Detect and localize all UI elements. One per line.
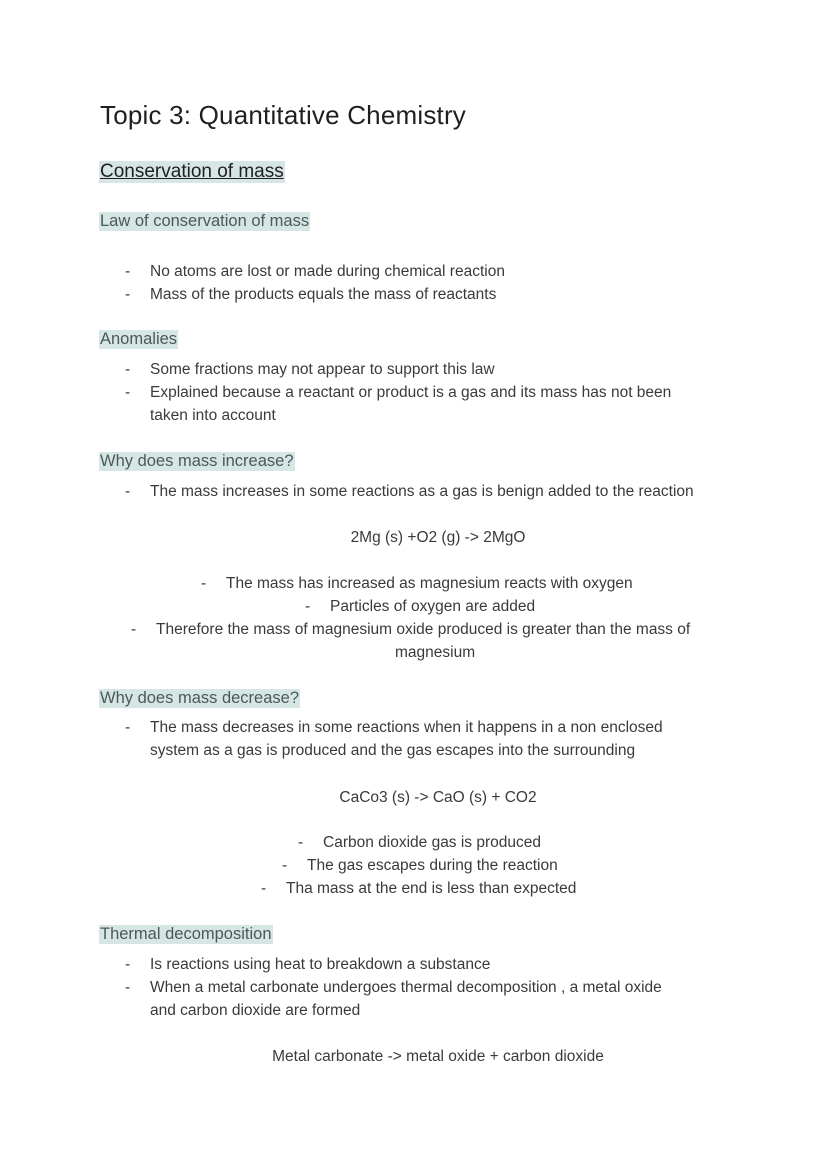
bullet-dash: - xyxy=(125,956,131,973)
increase-point-3: Therefore the mass of magnesium oxide produced is greater than the mass of xyxy=(156,621,691,638)
decrease-point-2: The gas escapes during the reaction xyxy=(307,857,558,874)
decrease-point-1: Carbon dioxide gas is produced xyxy=(323,834,541,851)
anomalies-heading: Anomalies xyxy=(100,330,178,348)
increase-point-3-cont: magnesium xyxy=(395,644,476,661)
bullet-dash: - xyxy=(125,979,131,996)
increase-bullet: The mass increases in some reactions as a gas is benign added to the reaction xyxy=(150,483,694,500)
bullet-dash: - xyxy=(125,263,131,280)
bullet-dash: - xyxy=(125,286,131,303)
section-heading: Conservation of mass xyxy=(100,161,284,182)
anomalies-bullet-2-cont: taken into account xyxy=(150,407,276,424)
increase-heading: Why does mass increase? xyxy=(100,452,294,470)
decrease-point-3: Tha mass at the end is less than expected xyxy=(286,880,577,897)
decrease-equation: CaCo3 (s) -> CaO (s) + CO2 xyxy=(339,789,537,806)
decrease-bullet-line-2: system as a gas is produced and the gas escapes into the surrounding xyxy=(150,742,636,759)
thermal-heading: Thermal decomposition xyxy=(100,925,272,943)
bullet-dash: - xyxy=(125,719,131,736)
thermal-bullet-2-cont: and carbon dioxide are formed xyxy=(150,1002,361,1019)
bullet-dash: - xyxy=(282,857,288,874)
bullet-dash: - xyxy=(125,384,131,401)
bullet-dash: - xyxy=(298,834,304,851)
bullet-dash: - xyxy=(131,621,137,638)
decrease-bullet-line-1: The mass decreases in some reactions when it happens in a non enclosed xyxy=(150,719,663,736)
increase-equation: 2Mg (s) +O2 (g) -> 2MgO xyxy=(350,529,526,546)
anomalies-bullet-2: Explained because a reactant or product is a gas and its mass has not been xyxy=(150,384,672,401)
anomalies-bullet-1: Some fractions may not appear to support this law xyxy=(150,361,495,378)
page-title: Topic 3: Quantitative Chemistry xyxy=(100,100,467,130)
bullet-dash: - xyxy=(125,483,131,500)
decrease-heading: Why does mass decrease? xyxy=(100,689,300,707)
bullet-dash: - xyxy=(261,880,267,897)
thermal-bullet-2: When a metal carbonate undergoes thermal decomposition , a metal oxide xyxy=(150,979,662,996)
bullet-dash: - xyxy=(125,361,131,378)
thermal-equation: Metal carbonate -> metal oxide + carbon dioxide xyxy=(272,1048,604,1065)
thermal-bullet-1: Is reactions using heat to breakdown a substance xyxy=(150,956,491,973)
law-bullet-2: Mass of the products equals the mass of reactants xyxy=(150,286,497,303)
law-bullet-1: No atoms are lost or made during chemical reaction xyxy=(150,263,505,280)
law-heading: Law of conservation of mass xyxy=(100,212,310,230)
increase-point-2: Particles of oxygen are added xyxy=(330,598,536,615)
bullet-dash: - xyxy=(305,598,311,615)
increase-point-1: The mass has increased as magnesium reacts with oxygen xyxy=(226,575,633,592)
bullet-dash: - xyxy=(201,575,207,592)
